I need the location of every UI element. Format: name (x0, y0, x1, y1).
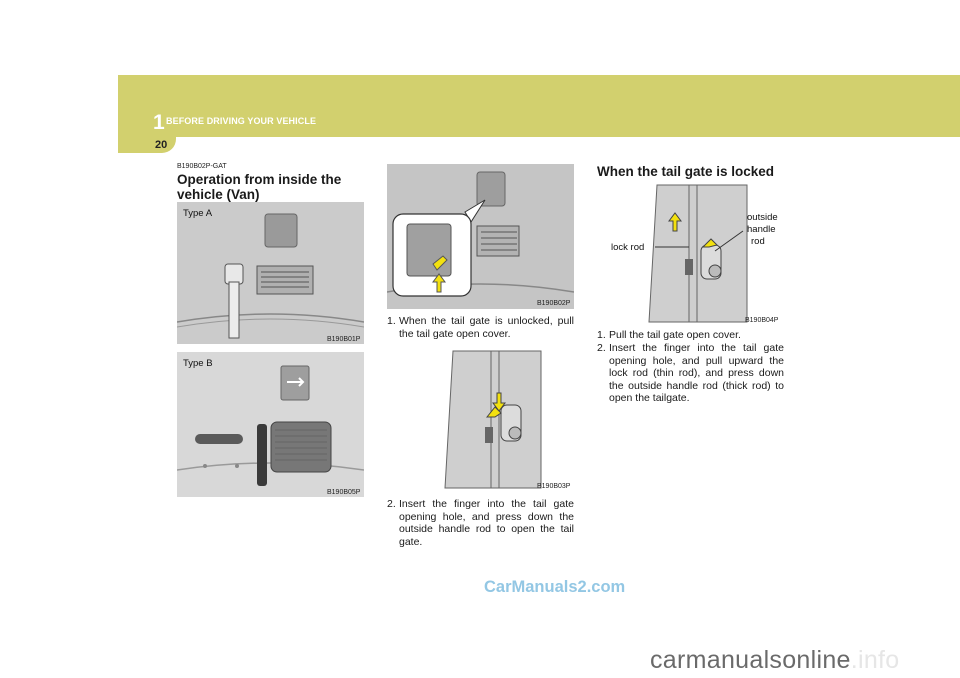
section-code: B190B02P-GAT (177, 163, 227, 170)
carmanuals-watermark[interactable]: CarManuals2.com (484, 578, 626, 596)
rod-unlocked-code: B190B03P (537, 483, 571, 490)
cover-code: B190B02P (537, 300, 571, 307)
type-b-illustration (177, 352, 364, 497)
step-text: Insert the finger into the tail gate opening hole, and pull upward the lock rod (thin rod), and press down the outside handle rod (thick rod) to open the tailgate. (609, 342, 784, 404)
header-band (118, 75, 960, 137)
figure-type-a (177, 202, 364, 344)
type-a-label: Type A (183, 208, 213, 219)
outside-label-1: outside (747, 212, 778, 223)
type-b-code: B190B05P (327, 489, 361, 496)
footer-watermark[interactable] (650, 646, 900, 675)
middle-step-1 (387, 315, 574, 340)
step-number: 2. (387, 498, 396, 510)
step-text: When the tail gate is unlocked, pull the tail gate open cover. (399, 315, 574, 340)
rod-locked-illustration (597, 181, 784, 326)
section-title (177, 172, 341, 202)
page-number-tab (118, 137, 176, 153)
lock-rod-label: lock rod (611, 242, 645, 253)
locked-step-2 (597, 342, 784, 405)
chapter-title: BEFORE DRIVING YOUR VEHICLE (166, 116, 317, 126)
middle-step-2 (387, 498, 574, 548)
section-title-line2: vehicle (Van) (177, 187, 260, 202)
type-a-illustration (177, 202, 364, 344)
outside-handle-rod-label (747, 212, 778, 248)
footer-watermark-suffix: .info (850, 646, 900, 674)
figure-type-b (177, 352, 364, 497)
page-number: 20 (155, 139, 168, 151)
rod-locked-code: B190B04P (745, 317, 779, 324)
figure-rod-unlocked (387, 347, 574, 492)
outside-label-3: rod (751, 236, 765, 247)
step-number: 1. (387, 315, 396, 327)
locked-heading: When the tail gate is locked (597, 164, 775, 179)
step-text: Pull the tail gate open cover. (609, 329, 741, 341)
section-title-line1: Operation from inside the (177, 172, 342, 187)
footer-watermark-main: carmanualsonline (650, 646, 851, 674)
figure-rod-locked (597, 181, 784, 326)
type-b-label: Type B (183, 358, 213, 369)
outside-label-2: handle (747, 224, 776, 235)
cover-illustration (387, 164, 574, 309)
chapter-number: 1 (153, 111, 165, 134)
step-text: Insert the finger into the tail gate opening hole, and press down the outside handle rod to open the tail gate. (399, 498, 574, 548)
type-a-code: B190B01P (327, 336, 361, 343)
figure-cover (387, 164, 574, 309)
step-number: 2. (597, 342, 606, 354)
rod-unlocked-illustration (387, 347, 574, 492)
step-number: 1. (597, 329, 606, 341)
locked-step-1 (597, 329, 784, 342)
